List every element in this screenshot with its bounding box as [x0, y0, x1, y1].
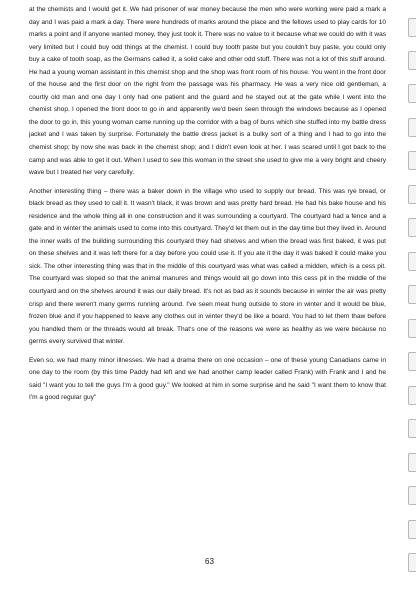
binder-tab	[408, 218, 416, 237]
binder-tab	[408, 84, 416, 103]
binder-tab	[408, 319, 416, 338]
binder-tabs	[408, 18, 416, 588]
binder-tab	[408, 51, 416, 70]
binder-tab	[408, 419, 416, 438]
binder-tab	[408, 352, 416, 371]
paragraph-chemist: at the chemists and I would get it. We had prisoner of war money because the men who were working were paid a mark a day and I was paid a mark a day. There were hundreds of marks around the place and the fellows used to play cards for 10 marks a point and if anyone wanted money, they just took it. There was no value to it because what we could do with it was very limited but I could buy odd things at the chemist. I could buy tooth paste but you couldn't buy paste, you could only buy a cake of tooth soap, as the Germans called it, a solid cake and other odd stuff. There was not a lot of this stuff around. He had a young woman assistant in this chemist shop and the shop was front room of his house. You went in the front door of the house and the first door on the right from the passage was his pharmacy. He was a very nice old gentleman, a courtly old man and one day I only had one patient and the guard and he stayed out at the gate while I went into the chemist shop. I opened the front door to go in and apparently we'd been seen through the windows because as I opened the door to go in, this young woman came running up the corridor with a bag of buns which she stuffed into my battle dress jacket and I was taken by surprise. Fortunately the battle dress jacket is a bulky sort of a thing and I had to go into the chemist shop; by now she was back in the chemist shop; and I didn't even look at her. I was scared until I got back to the camp and was able to get it out. When I used to see this woman in the street she used to give me a very bright and cheery wave but I treated her very carefully.	[29, 6, 386, 177]
binder-tab	[408, 151, 416, 170]
binder-tab	[408, 252, 416, 271]
binder-tab	[408, 553, 416, 572]
binder-tab	[408, 386, 416, 405]
paragraph-illnesses: Even so, we had many minor illnesses. We had a drama there on one occasion – one of these young Canadians came in one day to the room (by this time Paddy had left and we had another camp leader called Frank) with Frank and I and he said "I want you to tell the guys I'm a good guy." We looked at him in some surprise and he said "I want them to know that I'm a good regular guy"	[29, 356, 386, 402]
binder-tab	[408, 118, 416, 137]
binder-tab	[408, 486, 416, 505]
binder-tab	[408, 18, 416, 37]
document-body	[29, 4, 386, 405]
binder-tab	[408, 285, 416, 304]
binder-tab	[408, 520, 416, 539]
binder-tab	[408, 185, 416, 204]
binder-tab	[408, 453, 416, 472]
paragraph-baker: Another interesting thing – there was a baker down in the village who used to supply our bread. This was rye bread, or black bread as they used to call it. It wasn't black, it was brown and was pretty hard bread. He had his bake house and his residence and the whole thing all in one construction and it was surrounding a courtyard. The courtyard had a fence and a gate and in winter the animals used to come into this courtyard. They'd let them out in the day time but they lived in. Around the inner walls of the building surrounding this courtyard they had shelves and when the bread was first baked, it was put on these shelves and it was left there for a day before you could use it. If you ate it the day it was baked it could make you sick. The other interesting thing was that in the middle of this courtyard was what was called a midden, which is a cess pit. The courtyard was sloped so that the animal manures and things would all go down into this cess pit in the middle of the courtyard and on the shelves around it was our daily bread. It's not as bad as it sounds because in winter the air was pretty crisp and there weren't many germs running around. I've seen meat hung outside to store in winter and it would be blue, frozen blue and if you happened to leave any clothes out in winter they'd be like a board. You had to let them thaw before you handled them or the threads would all break. That's one of the reasons we were as healthy as we were because no germs every survived that winter.	[29, 187, 386, 346]
page-number: 63	[205, 557, 214, 566]
